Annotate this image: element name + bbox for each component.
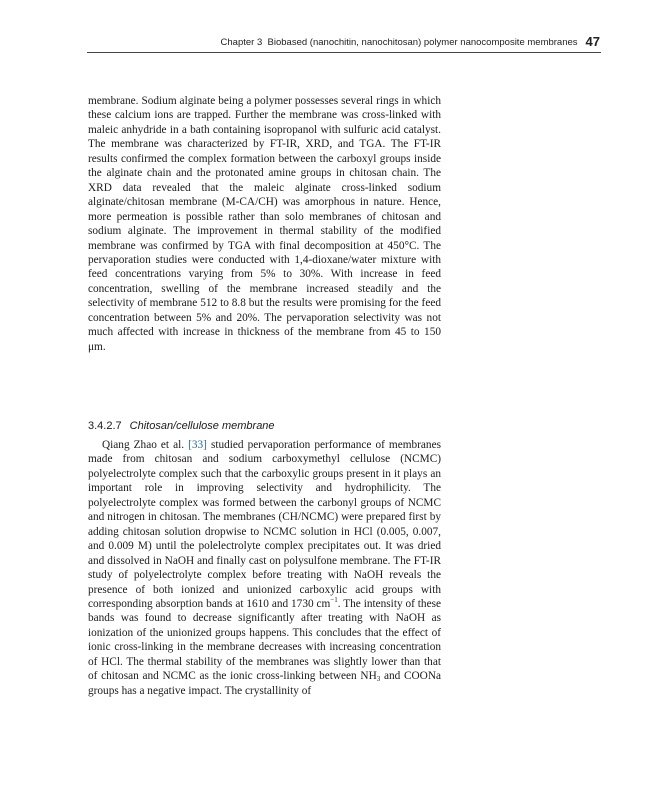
paragraph-2-text-c: and COONa groups has a negative impact. The crystallinity of bbox=[88, 670, 441, 697]
running-header bbox=[0, 34, 600, 52]
paragraph-1: membrane. Sodium alginate being a polymer possesses several rings in which these calcium ions are trapped. Further the membrane was cross-linked with maleic anhydride in a bath containing isopropanol with sulfuric acid catalyst. The membrane was characterized by FT-IR, XRD, and TGA. The FT-IR results confirmed the complex formation between the carboxyl groups inside the alginate chain and the protonated amine groups in chitosan chain. The XRD data revealed that the maleic alginate cross-linked sodium alginate/chitosan membrane (M-CA/CH) was amorphous in nature. Hence, more permeation is possible rather than solo membranes of chitosan and sodium alginate. The improvement in thermal stability of the modified membrane was confirmed by TGA with final decomposition at 450°C. The pervaporation studies were conducted with 1,4-dioxane/water mixture with feed concentrations varying from 5% to 30%. With increase in feed concentration, swelling of the membrane increased steadily and the selectivity of membrane 512 to 8.8 but the results were promising for the feed concentration between 5% and 20%. The pervaporation selectivity was not much affected with increase in thickness of the membrane from 45 to 150 μm. bbox=[88, 95, 441, 353]
paragraph-2 bbox=[88, 438, 441, 698]
section-heading bbox=[88, 420, 275, 432]
header-rule bbox=[87, 52, 601, 53]
paragraph-2-text-a: studied pervaporation performance of membranes made from chitosan and sodium carboxymethyl cellulose (NCMC) polyelectrolyte complex such that the carboxylic groups present in it plays an important role in improving selectivity and hydrophilicity. The polyelectrolyte complex was formed between the carbonyl groups of NCMC and nitrogen in chitosan. The membranes (CH/NCMC) were prepared first by adding chitosan solution dropwise to NCMC solution in HCl (0.005, 0.007, and 0.009 M) until the polelectrolyte complex precipitates out. It was dried and dissolved in NaOH and finally cast on polysulfone membrane. The FT-IR study of polyelectrolyte complex before treating with NaOH reveals the presence of both ionized and unionized carboxylic acid groups with corresponding absorption bands at 1610 and 1730 cm bbox=[88, 439, 441, 610]
paragraph-2-text-b: . The intensity of these bands was found to decrease significantly after treating with NaOH as ionization of the unionized groups happens. This concludes that the effect of ionic cross-linking in the membrane decreases with increasing concentration of HCl. The thermal stability of the membranes was slightly lower than that of chitosan and NCMC as the ionic cross-linking between NH bbox=[88, 597, 441, 683]
author-lead: Qiang Zhao et al. bbox=[102, 439, 185, 451]
section-number: 3.4.2.7 bbox=[88, 420, 122, 432]
chapter-title: Biobased (nanochitin, nanochitosan) polymer nanocomposite membranes bbox=[267, 37, 578, 48]
section-title: Chitosan/cellulose membrane bbox=[129, 420, 275, 432]
citation-link[interactable]: [33] bbox=[188, 439, 207, 451]
subscript-number: 3 bbox=[376, 675, 381, 684]
page-number: 47 bbox=[585, 34, 600, 49]
superscript-exponent: −1 bbox=[330, 595, 338, 604]
chapter-label: Chapter 3 bbox=[220, 37, 263, 48]
